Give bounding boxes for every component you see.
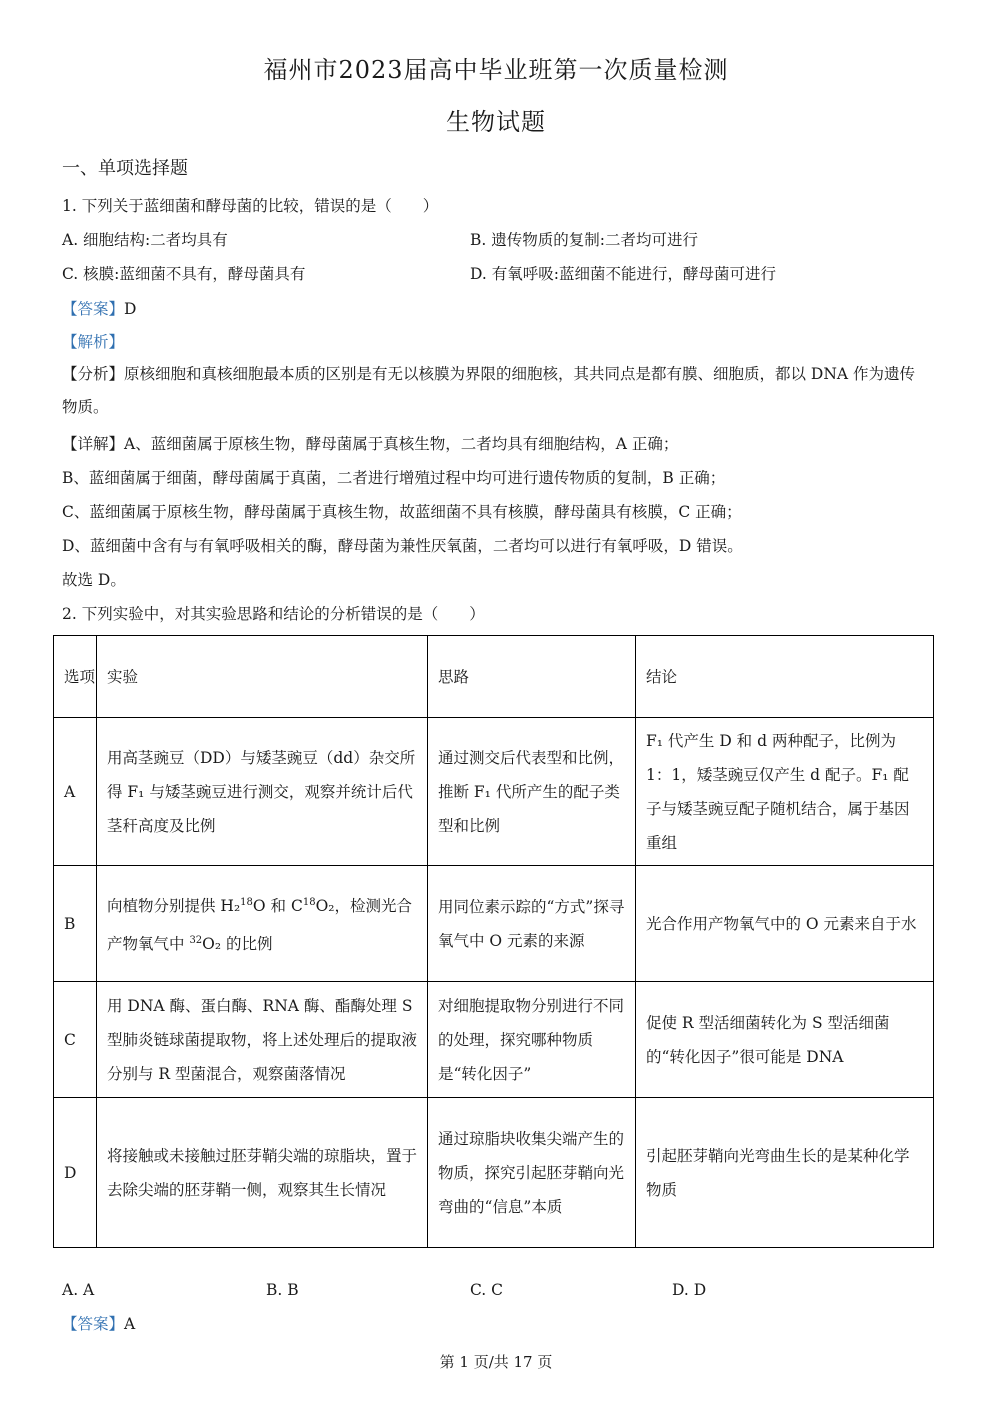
- exp-text: O₂，检测光合产物氧气中: [107, 897, 412, 953]
- row-experiment: 用高茎豌豆（DD）与矮茎豌豆（dd）杂交所得 F₁ 与矮茎豌豆进行测交，观察并统计后代茎秆高度及比例: [97, 718, 428, 866]
- q1-analysis-tag: [62, 330, 124, 352]
- header-option: 选项: [54, 636, 97, 718]
- q1-detail-b: B、蓝细菌属于细菌，酵母菌属于真菌，二者进行增殖过程中均可进行遗传物质的复制，B 正确；: [62, 469, 726, 487]
- answer-tag: 【答案】: [62, 300, 125, 318]
- row-experiment: 用 DNA 酶、蛋白酶、RNA 酶、酯酶处理 S 型肺炎链球菌提取物，将上述处理后的提取液分别与 R 型菌混合，观察菌落情况: [97, 982, 428, 1098]
- header-idea: 思路: [428, 636, 636, 718]
- analysis-tag: 【解析】: [62, 333, 125, 351]
- q1-detail-d: D、蓝细菌中含有与有氧呼吸相关的酶，酵母菌为兼性厌氧菌，二者均可以进行有氧呼吸，D 错误。: [62, 537, 743, 555]
- q1-option-c: C. 核膜:蓝细菌不具有，酵母菌具有: [62, 265, 306, 283]
- exam-title: 福州市2023届高中毕业班第一次质量检测: [263, 56, 729, 84]
- exp-text: 向植物分别提供 H₂: [107, 897, 241, 916]
- row-option: C: [54, 982, 97, 1098]
- table-row: [54, 1098, 934, 1248]
- header-experiment: 实验: [97, 636, 428, 718]
- table-row: [54, 866, 934, 982]
- row-idea: 通过琼脂块收集尖端产生的物质，探究引起胚芽鞘向光弯曲的“信息”本质: [428, 1098, 636, 1248]
- answer-value: D: [124, 300, 137, 318]
- row-conclusion: F₁ 代产生 D 和 d 两种配子，比例为 1：1，矮茎豌豆仅产生 d 配子。F₁ 配子与矮茎豌豆配子随机结合，属于基因重组: [636, 718, 934, 866]
- row-idea: 用同位素示踪的“方式”探寻氧气中 O 元素的来源: [428, 866, 636, 982]
- exp-text: O₂ 的比例: [202, 934, 273, 953]
- q1-detail-c: C、蓝细菌属于原核生物，酵母菌属于真核生物，故蓝细菌不具有核膜，酵母菌具有核膜，C 正确；: [62, 503, 742, 521]
- exp-text: O 和 C: [252, 897, 303, 916]
- row-conclusion: 光合作用产物氧气中的 O 元素来自于水: [636, 866, 934, 982]
- q2-stem: 2. 下列实验中，对其实验思路和结论的分析错误的是（ ）: [62, 605, 485, 623]
- page-footer: 第 1 页/共 17 页: [439, 1353, 553, 1371]
- q2-answer: [62, 1312, 135, 1334]
- q1-stem: 1. 下列关于蓝细菌和酵母菌的比较，错误的是（ ）: [62, 197, 439, 215]
- q1-option-a: A. 细胞结构:二者均具有: [62, 231, 228, 249]
- table-row: [54, 982, 934, 1098]
- q1-analysis-text: 【分析】原核细胞和真核细胞最本质的区别是有无以核膜为界限的细胞核，其共同点是都有膜、细胞质，都以 DNA 作为遗传物质。: [62, 365, 916, 416]
- q1-answer: [62, 297, 136, 319]
- q1-conclusion: 故选 D。: [62, 571, 126, 589]
- q1-option-b: B. 遗传物质的复制:二者均可进行: [470, 231, 698, 249]
- table-row: [54, 718, 934, 866]
- row-conclusion: 引起胚芽鞘向光弯曲生长的是某种化学物质: [636, 1098, 934, 1248]
- answer-tag: 【答案】: [62, 1315, 125, 1333]
- row-experiment: 将接触或未接触过胚芽鞘尖端的琼脂块，置于去除尖端的胚芽鞘一侧，观察其生长情况: [97, 1098, 428, 1248]
- row-experiment: [97, 866, 428, 982]
- q2-table: [53, 635, 934, 1248]
- row-conclusion: 促使 R 型活细菌转化为 S 型活细菌的“转化因子”很可能是 DNA: [636, 982, 934, 1098]
- table-header-row: [54, 636, 934, 718]
- row-option: D: [54, 1098, 97, 1248]
- isotope-mark: 18: [240, 897, 253, 909]
- exam-subtitle: 生物试题: [446, 108, 546, 136]
- q1-detail-a: 【详解】A、蓝细菌属于原核生物，酵母菌属于真核生物，二者均具有细胞结构，A 正确；: [62, 435, 679, 453]
- isotope-mark: 32: [189, 934, 203, 946]
- row-idea: 对细胞提取物分别进行不同的处理，探究哪种物质是“转化因子”: [428, 982, 636, 1098]
- row-option: B: [54, 866, 97, 982]
- answer-value: A: [124, 1315, 136, 1333]
- q2-option-d: D. D: [672, 1281, 707, 1299]
- section-heading: 一、单项选择题: [62, 158, 188, 179]
- header-conclusion: 结论: [636, 636, 934, 718]
- q1-option-d: D. 有氧呼吸:蓝细菌不能进行，酵母菌可进行: [470, 265, 776, 283]
- q2-option-c: C. C: [470, 1281, 504, 1299]
- isotope-mark: 18: [302, 897, 316, 909]
- row-option: A: [54, 718, 97, 866]
- row-idea: 通过测交后代表型和比例，推断 F₁ 代所产生的配子类型和比例: [428, 718, 636, 866]
- q2-option-a: A. A: [62, 1281, 95, 1299]
- q2-option-b: B. B: [266, 1281, 299, 1299]
